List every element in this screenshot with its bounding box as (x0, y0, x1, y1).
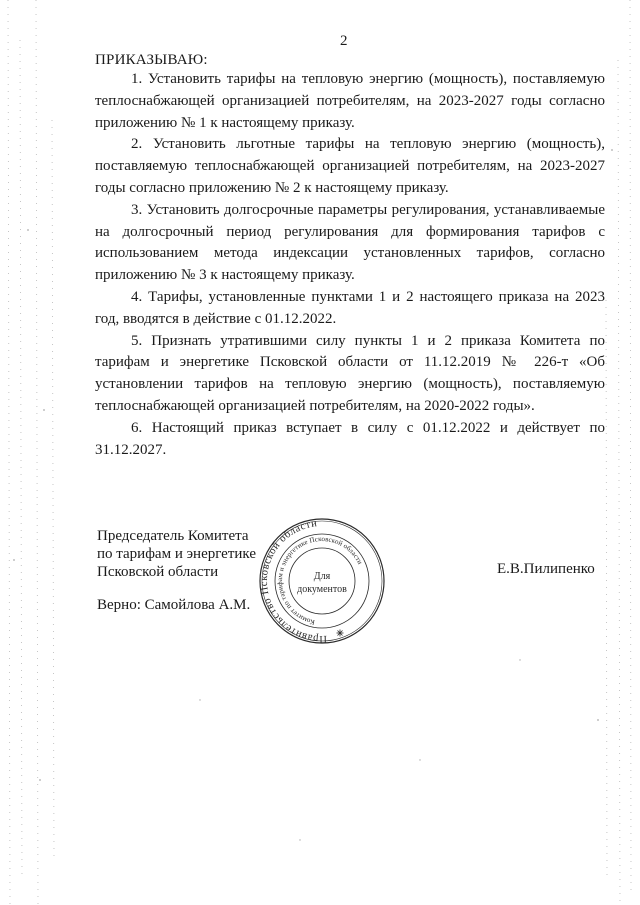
signatory-title-line: по тарифам и энергетике (97, 546, 256, 562)
order-item-6: 6. Настоящий приказ вступает в силу с 01.12.2022 и действует по 31.12.2027. (95, 419, 605, 458)
signatory-title-line: Псковской области (97, 564, 219, 580)
seal-inner-text: Комитет по тарифам и энергетике Псковской области (275, 534, 365, 627)
seal-outer-text: Правительство Псковской области (258, 518, 327, 645)
page-number: 2 (340, 33, 348, 49)
order-item-1: 1. Установить тарифы на тепловую энергию (мощность), поставляемую теплоснабжающей организацией потребителям, на 2023-2027 годы согласно приложению № 1 к настоящему приказу. (95, 71, 605, 131)
signatory-title-line: Председатель Комитета (97, 528, 249, 544)
verified-by: Верно: Самойлова А.М. (97, 597, 251, 613)
order-heading: ПРИКАЗЫВАЮ: (95, 52, 208, 68)
order-item-4: 4. Тарифы, установленные пунктами 1 и 2 настоящего приказа на 2023 год, вводятся в действие с 01.12.2022. (95, 288, 605, 327)
signatory-title (97, 527, 256, 581)
order-item-5: 5. Признать утратившими силу пункты 1 и 2 приказа Комитета по тарифам и энергетике Псковской области от 11.12.2019 № 226-т «Об установлении тарифов на тепловую энергию (мощность), поставляемую теплоснабжающей организацией потребителям, на 2020-2022 годы». (95, 332, 605, 414)
order-item-2: 2. Установить льготные тарифы на тепловую энергию (мощность), поставляемую теплоснабжающей организацией потребителям, на 2023-2027 годы согласно приложению № 2 к настоящему приказу. (95, 136, 605, 196)
seal-star-icon (337, 630, 344, 637)
signatory-name: Е.В.Пилипенко (497, 561, 595, 577)
seal-center-line-2: документов (297, 584, 347, 595)
order-body (95, 69, 605, 461)
order-item-3: 3. Установить долгосрочные параметры регулирования, устанавливаемые на долгосрочный период регулирования для формирования тарифов с использованием метода индексации установленных тарифов, согласно приложению № 3 к настоящему приказу. (95, 201, 605, 284)
official-seal (258, 517, 386, 645)
seal-center-line-1: Для (313, 571, 331, 582)
